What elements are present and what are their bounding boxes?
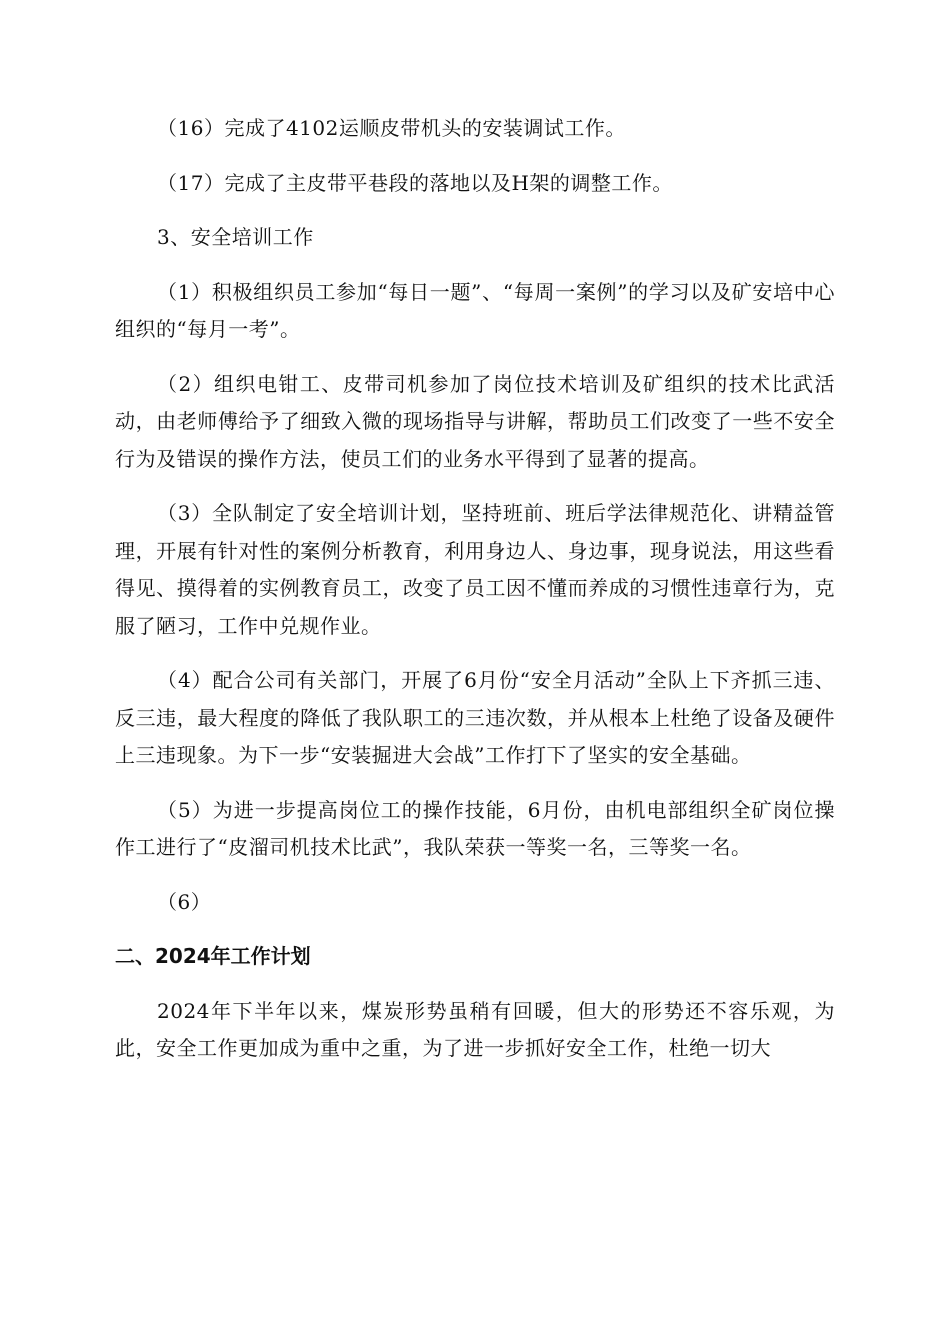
section-subtitle-safety-training: 3、安全培训工作 [157, 225, 314, 249]
document-body [115, 110, 835, 1068]
paragraph-training-3: （3）全队制定了安全培训计划，坚持班前、班后学法律规范化、讲精益管理，开展有针对性的案例分析教育，利用身边人、身边事，现身说法，用这些看得见、摸得着的实例教育员工，改变了员工因不懂而养成的习惯性违章行为，克服了陋习，工作中兑规作业。 [115, 501, 835, 638]
paragraph-work-plan-intro: 2024年下半年以来，煤炭形势虽稍有回暖，但大的形势还不容乐观，为此，安全工作更加成为重中之重，为了进一步抓好安全工作，杜绝一切大 [115, 998, 835, 1060]
paragraph-training-2: （2）组织电钳工、皮带司机参加了岗位技术培训及矿组织的技术比武活动，由老师傅给予了细致入微的现场指导与讲解，帮助员工们改变了一些不安全行为及错误的操作方法，使员工们的业务水平得到了显著的提高。 [115, 371, 835, 471]
paragraph-training-5: （5）为进一步提高岗位工的操作技能，6月份，由机电部组织全矿岗位操作工进行了“皮溜司机技术比武”，我队荣获一等奖一名，三等奖一名。 [115, 797, 835, 859]
paragraph-training-1: （1）积极组织员工参加“每日一题”、“每周一案例”的学习以及矿安培中心组织的“每月一考”。 [115, 279, 835, 341]
paragraph-training-6: （6） [157, 889, 212, 914]
section-heading-work-plan: 二、2024年工作计划 [115, 944, 311, 968]
paragraph-item-17: （17）完成了主皮带平巷段的落地以及H架的调整工作。 [157, 170, 673, 195]
paragraph-item-16: （16）完成了4102运顺皮带机头的安装调试工作。 [157, 116, 626, 140]
paragraph-training-4: （4）配合公司有关部门，开展了6月份“安全月活动”全队上下齐抓三违、反三违，最大程度的降低了我队职工的三违次数，并从根本上杜绝了设备及硬件上三违现象。为下一步“安装掘进大会战”工作打下了坚实的安全基础。 [115, 668, 835, 767]
